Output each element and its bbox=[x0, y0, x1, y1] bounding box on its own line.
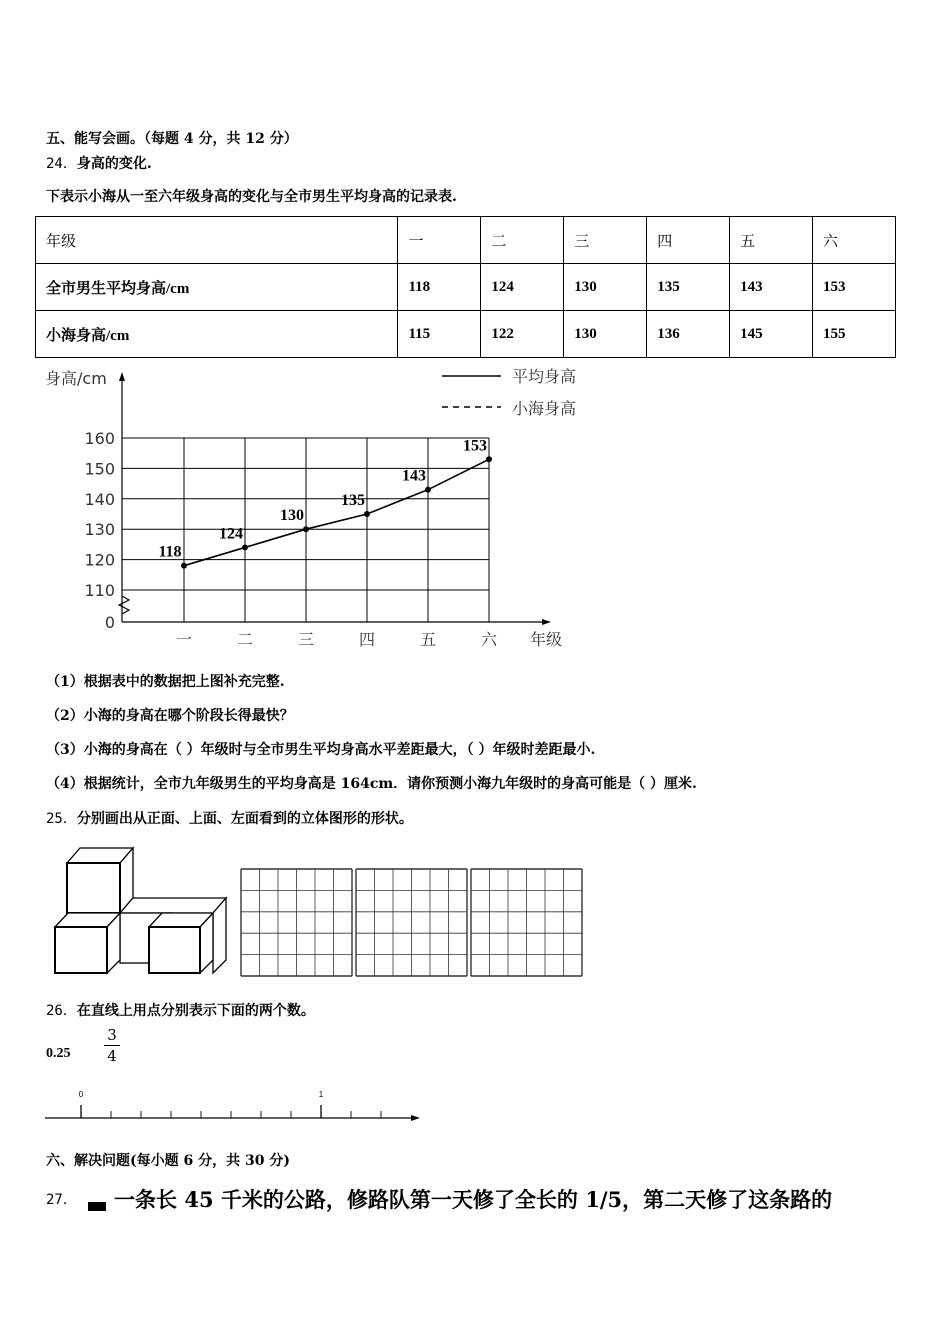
fraction-numerator: 3 bbox=[107, 1026, 117, 1044]
table-cell: 130 bbox=[564, 311, 647, 358]
x-axis-label: 年级 bbox=[530, 630, 563, 649]
table-cell: 124 bbox=[481, 264, 564, 311]
section6-title: 六、解决问题(每小题 6 分，共 30 分) bbox=[46, 1153, 290, 1169]
x-tick-label: 一 bbox=[175, 630, 193, 649]
table-cell: 145 bbox=[730, 311, 813, 358]
table-cell: 一 bbox=[398, 217, 481, 264]
series-line-average bbox=[184, 459, 489, 565]
q25-text: 分别画出从正面、上面、左面看到的立体图形的形状。 bbox=[76, 811, 413, 827]
y-tick-label: 140 bbox=[84, 489, 115, 509]
q24-sub2: （2）小海的身高在哪个阶段长得最快？ bbox=[46, 708, 294, 724]
q26-number: 26． bbox=[46, 1003, 77, 1019]
q24-sub1: （1）根据表中的数据把上图补充完整. bbox=[46, 674, 285, 690]
data-point bbox=[181, 563, 187, 569]
chart-legend bbox=[442, 367, 576, 418]
table-cell: 年级 bbox=[36, 217, 398, 264]
table-cell: 小海身高/cm bbox=[36, 311, 398, 358]
q24-sub3: （3）小海的身高在（ ）年级时与全市男生平均身高水平差距最大，（ ）年级时差距最小. bbox=[46, 742, 596, 758]
data-point bbox=[242, 544, 248, 550]
data-label: 118 bbox=[158, 543, 182, 561]
table-cell: 六 bbox=[813, 217, 896, 264]
number-line-label-0: 0 bbox=[78, 1090, 84, 1099]
y-tick-label: 120 bbox=[84, 550, 115, 570]
q26-heading bbox=[46, 1000, 315, 1020]
y-tick-label: 0 bbox=[104, 613, 115, 632]
drawing-grid bbox=[356, 869, 467, 976]
data-point bbox=[364, 511, 370, 517]
table-cell: 115 bbox=[398, 311, 481, 358]
table-cell: 136 bbox=[647, 311, 730, 358]
x-axis-arrow-icon bbox=[542, 619, 551, 625]
number-line bbox=[40, 1083, 430, 1128]
table-cell: 143 bbox=[730, 264, 813, 311]
table-cell: 155 bbox=[813, 311, 896, 358]
cube-face bbox=[55, 927, 107, 973]
table-cell: 153 bbox=[813, 264, 896, 311]
x-tick-label: 六 bbox=[480, 630, 498, 649]
table-cell: 135 bbox=[647, 264, 730, 311]
fraction-denominator: 4 bbox=[107, 1047, 117, 1065]
table-row-xiaohai bbox=[36, 311, 896, 358]
legend-average-label: 平均身高 bbox=[512, 367, 577, 386]
drawing-grid bbox=[471, 869, 582, 976]
table-cell: 四 bbox=[647, 217, 730, 264]
height-line-chart bbox=[35, 360, 635, 660]
table-cell: 122 bbox=[481, 311, 564, 358]
x-tick-label: 三 bbox=[297, 630, 315, 649]
y-tick-label: 160 bbox=[84, 429, 115, 448]
fraction-bar bbox=[104, 1045, 120, 1046]
number-decimal: 0.25 bbox=[46, 1046, 71, 1061]
data-label: 143 bbox=[402, 467, 426, 485]
data-label: 135 bbox=[341, 492, 365, 509]
table-cell: 118 bbox=[398, 264, 481, 311]
y-axis-label: 身高/cm bbox=[45, 369, 107, 388]
height-record-table bbox=[35, 216, 896, 358]
y-tick-label: 110 bbox=[84, 581, 115, 600]
table-row-city-average bbox=[36, 264, 896, 311]
q27-heading bbox=[46, 1184, 832, 1214]
number-line-arrow-icon bbox=[411, 1115, 420, 1121]
table-cell: 130 bbox=[564, 264, 647, 311]
table-cell: 五 bbox=[730, 217, 813, 264]
table-header-row bbox=[36, 217, 896, 264]
cube-face bbox=[67, 863, 120, 913]
legend-xiaohai-label: 小海身高 bbox=[512, 399, 577, 418]
cube-face bbox=[149, 927, 200, 973]
data-point bbox=[425, 487, 431, 493]
x-tick-label: 二 bbox=[236, 630, 254, 649]
x-tick-label: 五 bbox=[419, 630, 437, 649]
q24-sub4: （4）根据统计，全市九年级男生的平均身高是 164cm．请你预测小海九年级时的身高可能是（ ）厘米. bbox=[46, 776, 697, 792]
cube-face bbox=[120, 898, 226, 913]
y-tick-label: 150 bbox=[84, 459, 115, 479]
q27-text: 一条长 45 千米的公路，修路队第一天修了全长的 1/5，第二天修了这条路的 bbox=[114, 1187, 833, 1212]
q27-number: 27． bbox=[46, 1192, 77, 1208]
axis-break-icon bbox=[119, 596, 129, 614]
section5-title: 五、能写会画。（每题 4 分，共 12 分） bbox=[46, 131, 298, 147]
number-fraction bbox=[104, 1026, 120, 1065]
q24-number: 24． bbox=[46, 156, 77, 172]
q24-heading bbox=[46, 153, 152, 173]
data-point bbox=[303, 526, 309, 532]
y-axis-arrow-icon bbox=[119, 372, 125, 381]
table-cell: 二 bbox=[481, 217, 564, 264]
placeholder-box-icon bbox=[88, 1202, 106, 1211]
drawing-grid bbox=[241, 869, 352, 976]
data-point bbox=[486, 456, 492, 462]
q26-text: 在直线上用点分别表示下面的两个数。 bbox=[76, 1003, 315, 1019]
data-label: 153 bbox=[463, 437, 487, 455]
q24-title: 身高的变化. bbox=[76, 156, 152, 172]
table-cell: 全市男生平均身高/cm bbox=[36, 264, 398, 311]
data-label: 130 bbox=[280, 507, 304, 525]
number-line-label-1: 1 bbox=[318, 1090, 324, 1099]
q24-intro: 下表示小海从一至六年级身高的变化与全市男生平均身高的记录表. bbox=[46, 189, 457, 205]
drawing-grids bbox=[240, 868, 585, 978]
y-tick-label: 130 bbox=[84, 520, 115, 540]
cube-solid-figure bbox=[50, 845, 240, 975]
q25-heading bbox=[46, 808, 413, 828]
data-label: 124 bbox=[219, 525, 243, 543]
table-cell: 三 bbox=[564, 217, 647, 264]
q25-number: 25． bbox=[46, 811, 77, 827]
x-tick-label: 四 bbox=[358, 630, 376, 649]
